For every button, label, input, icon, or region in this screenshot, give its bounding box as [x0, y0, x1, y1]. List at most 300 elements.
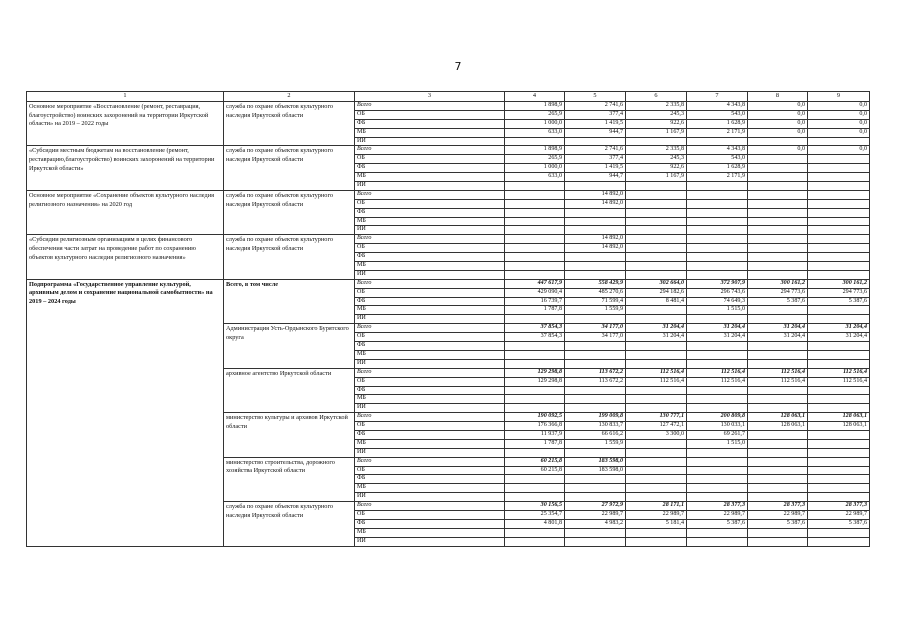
- amount-year-4: 28 377,3: [687, 502, 748, 511]
- amount-year-5: [748, 270, 808, 279]
- amount-year-3: [626, 537, 687, 546]
- funding-source: ИИ: [355, 137, 505, 146]
- amount-year-2: [565, 253, 626, 262]
- funding-source: ОБ: [355, 333, 505, 342]
- amount-year-1: [505, 342, 565, 351]
- amount-year-3: 3 300,0: [626, 430, 687, 439]
- amount-year-4: 2 171,9: [687, 128, 748, 137]
- funding-source: Всего: [355, 368, 505, 377]
- amount-year-4: [687, 262, 748, 271]
- amount-year-2: 113 672,2: [565, 368, 626, 377]
- amount-year-2: 1 419,5: [565, 164, 626, 173]
- amount-year-6: [808, 182, 870, 191]
- amount-year-3: [626, 448, 687, 457]
- amount-year-3: [626, 350, 687, 359]
- amount-year-1: 129 298,8: [505, 368, 565, 377]
- amount-year-3: 28 171,1: [626, 502, 687, 511]
- funding-source: Всего: [355, 279, 505, 288]
- amount-year-5: [748, 253, 808, 262]
- program-description: Основное мероприятие «Сохранение объектов культурного наследия религиозного назначения» на 2020 год: [27, 190, 224, 234]
- amount-year-4: 74 649,3: [687, 297, 748, 306]
- amount-year-2: [565, 270, 626, 279]
- amount-year-5: 0,0: [748, 146, 808, 155]
- funding-source: ФБ: [355, 164, 505, 173]
- funding-source: Всего: [355, 146, 505, 155]
- funding-source: ИИ: [355, 182, 505, 191]
- amount-year-5: [748, 164, 808, 173]
- amount-year-1: 633,0: [505, 128, 565, 137]
- amount-year-4: [687, 484, 748, 493]
- amount-year-6: 0,0: [808, 110, 870, 119]
- amount-year-1: [505, 217, 565, 226]
- table-row: [27, 279, 870, 288]
- amount-year-5: [748, 199, 808, 208]
- amount-year-4: [687, 182, 748, 191]
- amount-year-1: 429 090,4: [505, 288, 565, 297]
- amount-year-6: [808, 270, 870, 279]
- amount-year-3: [626, 137, 687, 146]
- funding-source: МБ: [355, 128, 505, 137]
- funding-source: ИИ: [355, 226, 505, 235]
- amount-year-4: [687, 350, 748, 359]
- amount-year-3: 22 989,7: [626, 510, 687, 519]
- amount-year-6: [808, 315, 870, 324]
- amount-year-3: [626, 404, 687, 413]
- amount-year-6: 22 989,7: [808, 510, 870, 519]
- amount-year-2: 944,7: [565, 128, 626, 137]
- amount-year-2: 183 598,0: [565, 466, 626, 475]
- amount-year-2: [565, 448, 626, 457]
- amount-year-1: [505, 199, 565, 208]
- responsible-executor: архивное агентство Иркутской области: [224, 368, 355, 412]
- funding-source: ОБ: [355, 510, 505, 519]
- amount-year-5: [748, 182, 808, 191]
- amount-year-1: [505, 493, 565, 502]
- amount-year-2: [565, 404, 626, 413]
- amount-year-2: [565, 350, 626, 359]
- amount-year-5: 5 387,6: [748, 297, 808, 306]
- amount-year-4: [687, 208, 748, 217]
- funding-source: Всего: [355, 413, 505, 422]
- amount-year-2: 377,4: [565, 110, 626, 119]
- amount-year-2: [565, 262, 626, 271]
- amount-year-6: 300 161,2: [808, 279, 870, 288]
- amount-year-5: [748, 244, 808, 253]
- amount-year-3: [626, 226, 687, 235]
- amount-year-1: [505, 208, 565, 217]
- amount-year-5: [748, 466, 808, 475]
- amount-year-6: 28 377,3: [808, 502, 870, 511]
- amount-year-2: 2 741,6: [565, 102, 626, 111]
- amount-year-4: 1 628,9: [687, 119, 748, 128]
- amount-year-2: [565, 182, 626, 191]
- amount-year-6: 0,0: [808, 146, 870, 155]
- amount-year-2: 14 892,0: [565, 235, 626, 244]
- funding-source: ФБ: [355, 519, 505, 528]
- amount-year-6: [808, 226, 870, 235]
- amount-year-5: 0,0: [748, 102, 808, 111]
- amount-year-1: 129 298,8: [505, 377, 565, 386]
- amount-year-6: 5 387,6: [808, 519, 870, 528]
- amount-year-2: 130 833,7: [565, 422, 626, 431]
- amount-year-1: [505, 270, 565, 279]
- amount-year-2: 113 672,2: [565, 377, 626, 386]
- responsible-executor: служба по охране объектов культурного наследия Иркутской области: [224, 235, 355, 279]
- amount-year-4: [687, 244, 748, 253]
- amount-year-6: [808, 484, 870, 493]
- funding-source: Всего: [355, 235, 505, 244]
- column-header-2: 2: [224, 92, 355, 102]
- amount-year-4: 31 204,4: [687, 333, 748, 342]
- amount-year-3: 31 204,4: [626, 324, 687, 333]
- amount-year-3: 130 777,1: [626, 413, 687, 422]
- amount-year-2: [565, 226, 626, 235]
- amount-year-3: 2 335,8: [626, 146, 687, 155]
- amount-year-6: [808, 190, 870, 199]
- amount-year-1: [505, 244, 565, 253]
- amount-year-2: [565, 493, 626, 502]
- amount-year-1: [505, 350, 565, 359]
- amount-year-5: [748, 439, 808, 448]
- amount-year-2: 377,4: [565, 155, 626, 164]
- amount-year-1: 60 215,8: [505, 466, 565, 475]
- funding-source: МБ: [355, 350, 505, 359]
- funding-source: ИИ: [355, 359, 505, 368]
- amount-year-5: [748, 262, 808, 271]
- amount-year-2: [565, 315, 626, 324]
- amount-year-5: [748, 342, 808, 351]
- funding-source: ФБ: [355, 253, 505, 262]
- amount-year-3: 8 481,4: [626, 297, 687, 306]
- amount-year-5: 112 516,4: [748, 377, 808, 386]
- funding-source: ИИ: [355, 315, 505, 324]
- amount-year-5: 0,0: [748, 128, 808, 137]
- funding-source: ФБ: [355, 208, 505, 217]
- amount-year-6: [808, 466, 870, 475]
- amount-year-2: [565, 208, 626, 217]
- amount-year-1: 4 801,8: [505, 519, 565, 528]
- amount-year-5: [748, 173, 808, 182]
- amount-year-4: [687, 457, 748, 466]
- funding-source: МБ: [355, 528, 505, 537]
- amount-year-3: [626, 199, 687, 208]
- amount-year-4: 200 809,8: [687, 413, 748, 422]
- amount-year-1: 176 366,8: [505, 422, 565, 431]
- funding-source: ФБ: [355, 386, 505, 395]
- amount-year-1: [505, 448, 565, 457]
- amount-year-3: 922,6: [626, 119, 687, 128]
- amount-year-6: 0,0: [808, 128, 870, 137]
- amount-year-6: 0,0: [808, 119, 870, 128]
- funding-source: ОБ: [355, 199, 505, 208]
- amount-year-4: 2 171,9: [687, 173, 748, 182]
- amount-year-6: [808, 173, 870, 182]
- amount-year-4: 69 261,7: [687, 430, 748, 439]
- amount-year-6: [808, 217, 870, 226]
- funding-source: МБ: [355, 306, 505, 315]
- amount-year-6: [808, 493, 870, 502]
- amount-year-2: [565, 359, 626, 368]
- amount-year-2: 183 598,0: [565, 457, 626, 466]
- funding-source: МБ: [355, 217, 505, 226]
- funding-source: МБ: [355, 173, 505, 182]
- responsible-executor: служба по охране объектов культурного наследия Иркутской области: [224, 190, 355, 234]
- amount-year-3: [626, 262, 687, 271]
- amount-year-1: 30 156,5: [505, 502, 565, 511]
- amount-year-3: 112 516,4: [626, 368, 687, 377]
- amount-year-3: [626, 475, 687, 484]
- amount-year-4: [687, 448, 748, 457]
- program-description: «Субсидии местным бюджетам на восстановление (ремонт, реставрацию,благоустройство) воинских захоронений на территории Иркутской области»: [27, 146, 224, 190]
- amount-year-1: [505, 404, 565, 413]
- amount-year-3: [626, 395, 687, 404]
- page-number: 7: [454, 60, 462, 73]
- amount-year-2: 199 009,8: [565, 413, 626, 422]
- funding-source: ФБ: [355, 119, 505, 128]
- amount-year-3: 31 204,4: [626, 333, 687, 342]
- amount-year-3: 245,3: [626, 155, 687, 164]
- funding-source: Всего: [355, 190, 505, 199]
- amount-year-6: 112 516,4: [808, 377, 870, 386]
- amount-year-3: [626, 306, 687, 315]
- column-header-4: 4: [505, 92, 565, 102]
- amount-year-4: [687, 466, 748, 475]
- amount-year-5: [748, 404, 808, 413]
- amount-year-5: [748, 430, 808, 439]
- program-description: «Субсидии религиозным организациям в целях финансового обеспечения части затрат на проведение работ по сохранению объектов культурного наследия религиозного назначения»: [27, 235, 224, 279]
- funding-source: ИИ: [355, 270, 505, 279]
- amount-year-4: [687, 359, 748, 368]
- funding-source: ИИ: [355, 537, 505, 546]
- amount-year-6: [808, 262, 870, 271]
- amount-year-2: [565, 395, 626, 404]
- table-row: [27, 102, 870, 111]
- amount-year-1: [505, 235, 565, 244]
- amount-year-1: [505, 359, 565, 368]
- funding-source: МБ: [355, 484, 505, 493]
- amount-year-4: [687, 475, 748, 484]
- amount-year-2: 34 177,0: [565, 333, 626, 342]
- amount-year-3: 112 516,4: [626, 377, 687, 386]
- amount-year-6: 294 773,6: [808, 288, 870, 297]
- amount-year-3: 922,6: [626, 164, 687, 173]
- amount-year-6: [808, 208, 870, 217]
- amount-year-6: 128 063,1: [808, 422, 870, 431]
- table-row: [27, 235, 870, 244]
- amount-year-6: [808, 404, 870, 413]
- amount-year-5: [748, 475, 808, 484]
- amount-year-3: [626, 217, 687, 226]
- amount-year-1: 265,9: [505, 155, 565, 164]
- amount-year-2: [565, 475, 626, 484]
- amount-year-1: [505, 190, 565, 199]
- amount-year-6: [808, 155, 870, 164]
- amount-year-2: 485 270,6: [565, 288, 626, 297]
- amount-year-2: 14 892,0: [565, 190, 626, 199]
- responsible-executor: Администрация Усть-Ордынского Бурятского округа: [224, 324, 355, 368]
- funding-source: ФБ: [355, 297, 505, 306]
- amount-year-1: 190 092,5: [505, 413, 565, 422]
- amount-year-5: [748, 208, 808, 217]
- amount-year-6: [808, 306, 870, 315]
- amount-year-6: 31 204,4: [808, 333, 870, 342]
- amount-year-5: [748, 155, 808, 164]
- amount-year-3: 5 181,4: [626, 519, 687, 528]
- amount-year-2: 2 741,6: [565, 146, 626, 155]
- amount-year-6: 31 204,4: [808, 324, 870, 333]
- amount-year-1: [505, 475, 565, 484]
- funding-source: Всего: [355, 502, 505, 511]
- amount-year-4: [687, 217, 748, 226]
- amount-year-4: [687, 537, 748, 546]
- amount-year-4: 112 516,4: [687, 377, 748, 386]
- amount-year-3: [626, 342, 687, 351]
- amount-year-2: 14 892,0: [565, 199, 626, 208]
- amount-year-6: 5 387,6: [808, 297, 870, 306]
- amount-year-1: 447 617,9: [505, 279, 565, 288]
- amount-year-4: [687, 528, 748, 537]
- amount-year-1: [505, 262, 565, 271]
- amount-year-1: 11 937,9: [505, 430, 565, 439]
- amount-year-4: [687, 386, 748, 395]
- amount-year-1: [505, 315, 565, 324]
- amount-year-2: 66 616,2: [565, 430, 626, 439]
- amount-year-2: 558 429,9: [565, 279, 626, 288]
- column-header-6: 6: [626, 92, 687, 102]
- amount-year-6: [808, 386, 870, 395]
- responsible-executor: служба по охране объектов культурного наследия Иркутской области: [224, 146, 355, 190]
- amount-year-5: [748, 537, 808, 546]
- amount-year-3: [626, 466, 687, 475]
- amount-year-2: 22 989,7: [565, 510, 626, 519]
- amount-year-3: [626, 528, 687, 537]
- amount-year-6: [808, 457, 870, 466]
- amount-year-5: [748, 528, 808, 537]
- amount-year-3: [626, 270, 687, 279]
- amount-year-1: 1 787,8: [505, 439, 565, 448]
- amount-year-5: [748, 359, 808, 368]
- amount-year-1: 1 898,9: [505, 102, 565, 111]
- amount-year-5: 128 063,1: [748, 413, 808, 422]
- amount-year-4: 130 033,1: [687, 422, 748, 431]
- amount-year-5: [748, 493, 808, 502]
- amount-year-1: 265,9: [505, 110, 565, 119]
- amount-year-3: 1 167,9: [626, 128, 687, 137]
- amount-year-1: 37 854,3: [505, 324, 565, 333]
- amount-year-5: [748, 235, 808, 244]
- funding-source: Всего: [355, 102, 505, 111]
- amount-year-2: [565, 137, 626, 146]
- amount-year-6: [808, 253, 870, 262]
- amount-year-6: [808, 430, 870, 439]
- amount-year-4: [687, 270, 748, 279]
- amount-year-6: [808, 137, 870, 146]
- amount-year-2: 944,7: [565, 173, 626, 182]
- amount-year-5: [748, 226, 808, 235]
- amount-year-5: [748, 386, 808, 395]
- amount-year-2: 1 559,9: [565, 439, 626, 448]
- amount-year-6: [808, 342, 870, 351]
- funding-source: ФБ: [355, 342, 505, 351]
- amount-year-4: 543,0: [687, 110, 748, 119]
- funding-source: ФБ: [355, 430, 505, 439]
- funding-source: Всего: [355, 324, 505, 333]
- funding-source: Всего: [355, 457, 505, 466]
- amount-year-4: 4 343,8: [687, 146, 748, 155]
- amount-year-5: 300 161,2: [748, 279, 808, 288]
- amount-year-5: 5 387,6: [748, 519, 808, 528]
- column-header-7: 7: [687, 92, 748, 102]
- amount-year-1: [505, 386, 565, 395]
- amount-year-5: [748, 315, 808, 324]
- amount-year-6: [808, 537, 870, 546]
- amount-year-4: [687, 235, 748, 244]
- amount-year-4: [687, 404, 748, 413]
- amount-year-3: [626, 359, 687, 368]
- amount-year-4: 1 515,0: [687, 306, 748, 315]
- amount-year-3: [626, 253, 687, 262]
- amount-year-4: 22 989,7: [687, 510, 748, 519]
- amount-year-4: 4 343,8: [687, 102, 748, 111]
- amount-year-1: 1 787,8: [505, 306, 565, 315]
- amount-year-4: 112 516,4: [687, 368, 748, 377]
- column-header-3: 3: [355, 92, 505, 102]
- amount-year-3: 1 167,9: [626, 173, 687, 182]
- amount-year-4: 543,0: [687, 155, 748, 164]
- amount-year-1: [505, 528, 565, 537]
- funding-source: МБ: [355, 262, 505, 271]
- responsible-executor: служба по охране объектов культурного наследия Иркутской области: [224, 102, 355, 146]
- amount-year-2: [565, 386, 626, 395]
- amount-year-1: [505, 182, 565, 191]
- amount-year-1: [505, 137, 565, 146]
- amount-year-2: 27 972,9: [565, 502, 626, 511]
- amount-year-5: [748, 448, 808, 457]
- amount-year-5: [748, 137, 808, 146]
- amount-year-1: 16 739,7: [505, 297, 565, 306]
- amount-year-3: [626, 244, 687, 253]
- amount-year-3: [626, 182, 687, 191]
- amount-year-4: [687, 253, 748, 262]
- amount-year-4: [687, 342, 748, 351]
- amount-year-6: [808, 235, 870, 244]
- funding-source: ИИ: [355, 493, 505, 502]
- funding-source: МБ: [355, 439, 505, 448]
- amount-year-5: [748, 484, 808, 493]
- program-description: Подпрограмма «Государственное управление культурой, архивным делом и сохранение национальной самобытности» на 2019 – 2024 годы: [27, 279, 224, 546]
- program-description: Основное мероприятие «Восстановление (ремонт, реставрация, благоустройство) воинских захоронений на территории Иркутской области» на 2019 – 2022 годы: [27, 102, 224, 146]
- funding-source: ОБ: [355, 110, 505, 119]
- amount-year-3: [626, 208, 687, 217]
- amount-year-4: [687, 395, 748, 404]
- amount-year-3: [626, 235, 687, 244]
- amount-year-5: 31 204,4: [748, 324, 808, 333]
- amount-year-3: 294 182,6: [626, 288, 687, 297]
- amount-year-5: [748, 190, 808, 199]
- amount-year-5: 294 773,6: [748, 288, 808, 297]
- amount-year-3: [626, 457, 687, 466]
- amount-year-2: [565, 484, 626, 493]
- amount-year-2: [565, 342, 626, 351]
- amount-year-4: [687, 137, 748, 146]
- amount-year-3: [626, 190, 687, 199]
- amount-year-4: [687, 199, 748, 208]
- amount-year-4: 5 387,6: [687, 519, 748, 528]
- amount-year-6: [808, 528, 870, 537]
- amount-year-6: 0,0: [808, 102, 870, 111]
- amount-year-6: [808, 244, 870, 253]
- amount-year-6: [808, 475, 870, 484]
